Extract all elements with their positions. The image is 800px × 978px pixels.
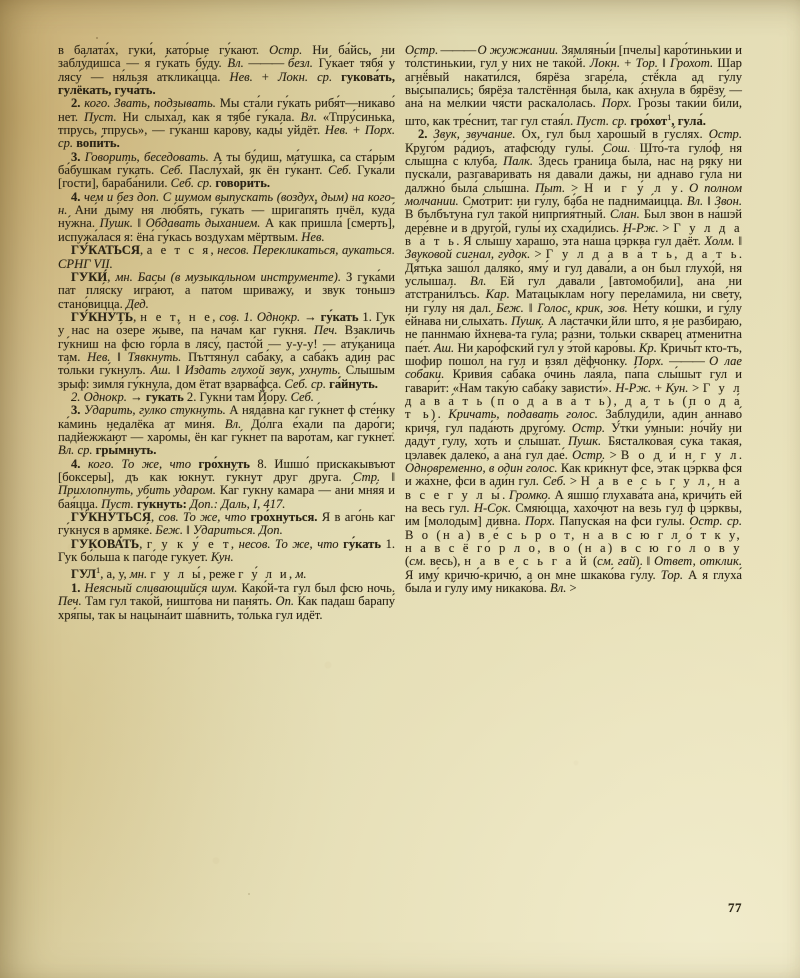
citation-text: > [530,247,546,262]
citation-text: . Я слы́шу харашо́, эта на́ша цэ́рква гул даёт. [456,234,705,248]
citation-text: Как пада́ш барапу́ хря́пы, так ы нацына́ит ша́внить, то́лька гул идёт. [58,594,396,622]
italic-gloss-or-source: Кун. [665,380,689,395]
italic-gloss-or-source: Стр. [353,470,381,484]
citation-text: Я в аго́нь каг гу́кнуся в армяке́. [58,510,395,538]
entry-continuation [58,44,395,97]
entry-sense [58,582,395,622]
letterspaced-phrase: г у к у́ е т [146,536,231,551]
italic-gloss-or-source: Пуст. ср. [576,113,628,128]
entry-continuation [405,44,742,128]
headword-or-crossref: 2. [71,96,81,111]
italic-gloss-or-source: Голос, крик, зов. [537,300,628,315]
italic-gloss-or-source: Вл. ср. [58,443,93,458]
italic-gloss-or-source: Порх. [601,96,632,111]
citation-text: З гука́ми пат пля́ску игра́ют, а пато́м шриважу́, и звук то́ньшэ стано́вицца. [58,269,396,311]
italic-gloss-or-source: 2. Однокр. [71,389,127,404]
citation-text: , [107,269,116,284]
italic-gloss-or-source: О лае собаки. [405,354,742,382]
italic-gloss-or-source: Локн. [589,56,621,71]
citation-text: в балата́х, гуки́, като́рые гу́кают. [58,43,270,57]
letterspaced-phrase: В о (н а) в е́ с ь р о т, н а в с ю г л о́ т к у, н а в с ё го́ р л о, в о (н а) в с ю го́ л о в у [405,527,742,555]
citation-text: Здесь грани́ца была́, нас на ряку́ ни пуска́ли, разгава́ривать ня дава́ли да́жы, ни аднаво́ гу́ла ни далжно́ была́ слы́шна. [405,153,742,195]
italic-gloss-or-source: Грохот. [670,56,714,71]
italic-gloss-or-source: Тор. [660,567,684,582]
citation-text: Гу́кает тябя́ у лясу́ — ня́льзя атклика́цца. [58,56,396,84]
citation-text: → [126,389,146,404]
italic-gloss-or-source: Себ. ср. [170,176,213,191]
citation-text: Смяю́цца, хахо́чют на везь гул ф цэ́рквы, им [молодым] ди́вна. [405,500,742,529]
italic-gloss-or-source: Одновременно, в один голос. [405,460,558,475]
headword-or-crossref: ГУКОВА́ТЬ [71,536,140,551]
citation-text: Мы ста́ли гу́кать рибя́т—никаво́ нет. [58,96,395,124]
citation-text: ‖ [170,363,185,378]
italic-gloss-or-source: Себ. [159,163,184,178]
citation-text: Ни слыха́л, как я тябе́ гу́кала. [116,109,301,124]
letterspaced-phrase: Н и г у́ л у [584,180,681,195]
italic-gloss-or-source: Тор. [635,56,658,71]
italic-gloss-or-source: сов. То же, что [158,510,251,525]
italic-gloss-or-source: Нев. [324,123,349,138]
italic-gloss-or-source: сов. [219,309,240,324]
italic-gloss-or-source: Локн. ср. [277,69,333,84]
italic-gloss-or-source: Палк. [503,153,534,168]
italic-gloss-or-source: Пушк. [567,434,602,449]
headword-or-crossref: 4. [71,189,81,204]
italic-gloss-or-source: Нев. [301,229,325,244]
italic-gloss-or-source: Остр. [405,43,439,57]
italic-gloss-or-source: Ответ, отклик. [654,554,742,569]
italic-gloss-or-source: Сош. [603,140,631,155]
italic-gloss-or-source: Остр. [571,420,606,435]
citation-text: , [133,309,141,324]
italic-gloss-or-source: Пушк. [511,314,545,329]
citation-text: 2. [186,389,197,404]
entry-sense [58,97,395,150]
italic-gloss-or-source: Аш. [433,340,455,355]
citation-text: Гук бо́льша к паго́де гуку́ет. [58,550,211,565]
italic-gloss-or-source: Вл. [550,580,567,595]
homonym-superscript: 1 [667,111,672,122]
citation-text: . [502,487,510,502]
citation-text: , реже [202,567,239,582]
citation-text: Гро́зы таки́и би́ли, што, как тре́снит, таг гул стая́л. [405,96,742,128]
italic-gloss-or-source: Оп. [275,594,295,609]
citation-text: Взакли́чь гу́книш на фсю го́рла в лясу́, пасто́й — у-у-у! — ату́каница там. [58,323,395,364]
citation-text: А как пришла́ [смерть], испужа́лася я: ёна́ гу́кась воздухам мёртвым. [58,216,395,244]
citation-text: , [210,243,218,258]
headword-or-crossref: ГУКИ́ [71,269,108,284]
citation-text: ‖ [703,193,715,208]
italic-gloss-or-source: безл. [287,56,313,71]
headword-or-crossref: , гула́. [671,113,706,128]
headword-or-crossref: га́йнуть. [325,376,378,391]
letterspaced-phrase: г у л ы́ [150,567,203,582]
citation-text: ( [589,554,598,569]
italic-gloss-or-source: О жужжании. [477,43,559,57]
citation-text: Как кри́кнут фсе, э́так цэ́рква фся и жа́хне, фси в ади́н гул. [405,460,742,489]
citation-text: + [348,123,365,138]
italic-gloss-or-source: Громко. [509,487,551,502]
citation-text: Заблуди́ли, ади́н аннаво́ кричя́, гул пада́ють друго́му. [405,407,742,435]
italic-gloss-or-source: Порх. ср. [58,123,395,151]
entry-sense [58,151,395,191]
citation-text: Круго́м ра́диоъ, атафсю́ду гулы́. [405,140,603,155]
headword-or-crossref: ГУ́КАТЬСЯ [71,243,140,258]
headword-or-crossref: гу́кать [316,309,363,324]
italic-gloss-or-source: см. гай [597,554,636,569]
citation-text: , [139,243,147,258]
left-text-column [58,44,395,902]
italic-gloss-or-source: м. [295,567,307,582]
em-rule: ——— [438,43,478,57]
headword-or-crossref: гу́кать [343,536,386,551]
dictionary-entry [58,564,395,582]
italic-gloss-or-source: Издать глухой звук, ухнуть. [184,363,341,378]
italic-gloss-or-source: Кричать, подавать голос. [448,407,598,422]
citation-text: Ани́ ды́му ня лю́бять, гу́кать — шригапя́ть пчёл, куда́ ну́жна. [58,203,395,231]
letterspaced-phrase: Г у л д а в а́ т ь [405,220,742,248]
italic-gloss-or-source: Звук, звучание. [427,127,516,142]
citation-text: , [289,567,296,582]
two-column-text-body [58,44,742,902]
citation-text: Ох, гул был харо́шый в гу́слях. [515,127,709,142]
citation-text: До́лга е́хали па даро́ги; падйежжа́ют — харо́мы, ён каг гу́кнет па варо́там, каг гу́кнет. [58,416,395,444]
italic-gloss-or-source: Аш. [150,363,171,378]
citation-text: Ей гул дава́ли [автомобили], ана́ ни атстрани́лъсь. [405,274,742,302]
italic-gloss-or-source: Печ. [313,323,338,338]
citation-text: Не́ту ко́шки, и гу́лу е́йнава ни слыха́ть. [405,300,743,329]
citation-text: Што́-та гуло́ф ня слы́шна с клу́ба. [405,140,742,168]
italic-gloss-or-source: Говорить, беседовать. [80,149,209,164]
citation-text: ‖ [380,470,395,484]
headword-or-crossref: гу́кать [145,389,187,404]
entry-sense [58,191,395,244]
citation-text: весь), [425,554,465,569]
citation-text: + [620,56,636,71]
citation-text: А я глуха́ была́ и гу́лу иму́ никако́ва. [405,567,742,595]
italic-gloss-or-source: Слан. [610,207,640,222]
citation-text: , [212,309,220,324]
citation-text: Слы́шым зрыф: зимля́ гу́кнула, дом ётат взарва́фса. [58,363,395,391]
italic-gloss-or-source: Неясный сливающийся шум. [80,580,238,595]
italic-gloss-or-source: Ударить, гулко стукнуть. [80,403,226,418]
italic-gloss-or-source: Дед. [125,296,149,311]
citation-text: 1. [362,309,372,324]
em-rule: ——— [663,354,710,369]
citation-text: Бясталко́вая су́ка така́я, цэлаве́к далеко́, а ана́ гул дае́. [405,434,742,462]
citation-text: Криви́я саба́ка о́чинь ла́яла, па́па слы́шыт гул и гавари́т: «Нам таку́ю саба́ку зависти́». [405,367,742,395]
citation-text: Каг гу́кну камара́ — ани́ мня́я и бая́цца. [58,483,395,511]
letterspaced-phrase: Г у л д а в а́ т ь, д а т ь [545,247,739,262]
dictionary-entry [58,271,395,311]
italic-gloss-or-source: Вл. [224,416,242,431]
letterspaced-phrase: а е т с я [146,243,211,258]
citation-text: Смо́трит: ни гу́лу, ба́ба не падни́ма́ицца. [458,193,687,208]
italic-gloss-or-source: несов. Перекликаться, аукаться. СРНГ VII. [58,243,396,271]
citation-text: У́тки у́мныи: но́чйу ни даду́т гу́лу, хоть и слы́шат. [405,420,742,449]
dictionary-entry [58,511,395,538]
citation-text: . Дя́тька зашо́л даляко́, яму́ и гул дава́ли, а он был глухо́й, ня услы́шал. [405,247,743,289]
italic-gloss-or-source: 1. Однокр. → [243,309,317,324]
citation-text: Ни каро́фский гул у э́той каро́вы. [454,340,640,355]
citation-text: А ла́стачки йли што, я не разбира́ю, не паннма́ю йхнева-та гу́ла; ра́зни, то́льки скваре́ц атмени́тна пае́т. [405,314,742,355]
italic-gloss-or-source: Н-Рж. [622,220,659,235]
citation-text: В бълбътуна́ гул тако́й нипprия́тный. [405,207,610,222]
italic-gloss-or-source: несов. То же, что [238,536,344,551]
headword-or-crossref: гро́хот [627,113,668,128]
italic-gloss-or-source: Пушк. [99,216,133,231]
citation-text: Зямляны́и [пчелы] каро́тинькии и то́лстинькии, гул у них не тако́й. [405,43,742,71]
italic-gloss-or-source: Беж. [496,300,524,315]
citation-text: Я иму́ кричю́-кричю́, а он мне шкако́ва гу́лу. [405,567,661,582]
italic-gloss-or-source: Вл. [686,193,704,208]
italic-gloss-or-source: Кар. [485,287,510,302]
italic-gloss-or-source: Порх. [525,514,556,529]
citation-text: , а, у, [100,567,130,582]
italic-gloss-or-source: О полном молчании. [405,180,742,208]
italic-gloss-or-source: Холм. [704,234,735,248]
italic-gloss-or-source: Печ. [58,594,82,609]
entry-sense [405,128,742,595]
headword-or-crossref: говори́ть. [212,176,271,191]
right-text-column [405,44,742,902]
citation-text: . [680,180,690,195]
italic-gloss-or-source: чем и без доп. С шумом выпускать (воздух, дым) на кого-н. [58,189,395,218]
citation-text: ‖ [110,349,128,364]
citation-text: Гукни́ там Йо́ру. [196,389,291,404]
italic-gloss-or-source: Себ. [328,163,352,178]
citation-text: ( [405,554,410,569]
headword-or-crossref: гро́хнуть [198,456,258,471]
headword-or-crossref: 2. [418,127,428,142]
citation-text: . [738,447,743,462]
entry-sense [58,404,395,457]
citation-text: > [658,220,674,235]
citation-text: > [566,580,577,595]
citation-text: ‖ [657,56,670,71]
dictionary-entry [58,244,395,271]
headword-or-crossref: 3. [71,149,81,164]
citation-text: Гука́ли [гости], бараба́нили. [58,163,395,191]
citation-text: > [688,380,703,395]
citation-text: Како́й-та гул был фсю ночь. [237,580,395,595]
citation-text: Гук у нас на о́зере жыве́, па нача́м каг гу́кня. [58,309,396,338]
citation-text: Там гул тако́й, ништо́ва ни паня́ть. [81,594,276,609]
citation-text: + [252,69,278,84]
em-rule: ——— [243,56,288,71]
page-number: 77 [728,900,742,915]
italic-gloss-or-source: кого. То же, что [80,456,199,471]
citation-text: 1. [385,536,396,551]
headword-or-crossref: ГУ́КНУТЬ [71,309,134,324]
headword-or-crossref: 3. [71,403,81,418]
citation-text: ‖ [132,216,146,231]
headword-or-crossref: 1. [71,580,81,595]
italic-gloss-or-source: Нев. [87,349,111,364]
letterspaced-phrase: н а в е с ь г а й [464,554,590,569]
headword-or-crossref: гро́хнуться. [250,510,318,525]
headword-or-crossref: гукова́ть, гулёкать, гуча́ть. [58,69,395,98]
citation-text: Кричы́т кто-тъ, шофир пошо́л на гул и взял дёфчо́нку. [405,340,742,369]
headword-or-crossref: ГУЛ [71,567,96,582]
italic-gloss-or-source: Остр. [269,43,303,57]
italic-gloss-or-source: Остр. [708,127,742,142]
headword-or-crossref: гры́мнуть. [92,443,157,458]
homonym-superscript: 1 [95,565,101,576]
dictionary-entry [58,311,395,391]
citation-text: Папуска́я на фси гулы́. [555,514,690,529]
citation-text: > [565,180,585,195]
italic-gloss-or-source: Вл. [470,274,487,289]
citation-text: , [230,536,239,551]
italic-gloss-or-source: Остр. ср. [689,514,742,529]
italic-gloss-or-source: Кр. [639,340,657,355]
citation-text: , [151,510,159,525]
italic-gloss-or-source: Обдавать дыханием. [145,216,261,231]
italic-gloss-or-source: Пуст. [101,496,134,511]
letterspaced-phrase: г у́ л и [238,567,290,582]
italic-gloss-or-source: Нев. [229,69,253,84]
italic-gloss-or-source: Себ. [542,474,567,489]
citation-text: > [605,447,621,462]
italic-gloss-or-source: Доп.: Даль, I, 417. [190,496,286,511]
citation-text: А няда́вна каг гу́кнет ф сте́нку ка́минь недалёка ат мин́я. [58,403,395,431]
citation-text: ‖ [734,234,743,248]
italic-gloss-or-source: Себ. [290,389,314,404]
citation-text: Был звон в на́шэй дере́вне и в друго́й, гулы́ их схади́лись. [405,207,742,235]
italic-gloss-or-source: кого. Звать, подзывать. [80,96,216,111]
italic-gloss-or-source: Беж. [155,523,183,538]
italic-gloss-or-source: см. [409,554,426,569]
italic-gloss-or-source: Вл. [300,109,317,124]
dictionary-entry [58,538,395,565]
italic-gloss-or-source: Н-Рж. [615,380,652,395]
italic-gloss-or-source: Порх. [633,354,664,369]
citation-text: Паслу́хай, як ён гу́кант. [183,163,329,178]
italic-gloss-or-source: мн. [129,567,148,582]
citation-text: , [139,536,147,551]
italic-gloss-or-source: Звон. [714,193,742,208]
letterspaced-phrase: Н а в е с ь г у л, н а в с е г у л ы́ [405,474,742,502]
entry-sense [58,458,395,511]
citation-text: ‖ [523,300,538,315]
citation-text: ‖ [182,523,193,538]
italic-gloss-or-source: Кун. [210,550,234,565]
citation-text: > [566,474,581,489]
citation-text: 8. [257,456,267,471]
citation-text: Ишшо́ прискакывъют [боксеры], дъ как юкнут. гу́кнут друг дру́га. [58,456,395,484]
citation-text: А ты бу́диш, ма́тушка, са ста́рым ба́бушкам гу́кать. [58,149,395,178]
italic-gloss-or-source: Пуст. [84,109,117,124]
citation-text: ). ‖ [635,554,655,569]
letterspaced-phrase: В о д и́ н г у л [620,447,739,462]
italic-gloss-or-source: Звуковой сигнал, гудок. [405,247,531,262]
italic-gloss-or-source: Остр. [572,447,606,462]
paper-speck [96,37,98,39]
headword-or-crossref: ГУ́КНУТЬСЯ [71,510,152,525]
italic-gloss-or-source: мн. Басы (в музыкальном инструменте). [115,269,341,284]
citation-text: А яшшо́ глухава́та ана́, кричи́ть ей на весь гул. [405,487,742,515]
headword-or-crossref: гу́кнуть: [133,496,190,511]
italic-gloss-or-source: Вл. [227,56,244,71]
italic-gloss-or-source: Прихлопнуть, убить ударом. [58,483,216,498]
letterspaced-phrase: Г у л д а в а́ т ь (п о д а в а́ т ь), д а т ь (п о д а́ т ь) [405,380,742,422]
citation-text: Пъттяну́л саба́ку, а саба́къ ади́н рас то́льки гу́кнулъ. [58,349,395,378]
italic-gloss-or-source: Тявкнуть. [127,349,182,364]
italic-gloss-or-source: Н-Сок. [473,500,511,515]
citation-text: Шар агнё́вый накати́лся, бярёза згаре́ла, стё́кла ад гу́лу вы́сыпались; бярёза талстённая была́, как а́хнула в бярёзу — ана́ на ме́лкии чя́сти раскало́лась. [405,56,742,111]
citation-text: Ни ба́йсь, ни заблу́дишса — я гу́кать бу́ду. [58,43,395,71]
italic-gloss-or-source: Удариться. Доп. [192,523,283,538]
headword-or-crossref: вопи́ть. [73,136,120,151]
headword-or-crossref: 4. [71,456,81,471]
italic-gloss-or-source: Себ. ср. [284,376,326,391]
italic-gloss-or-source: Пыт. [535,180,566,195]
citation-text: + [651,380,666,395]
letterspaced-phrase: н е т, н е [140,309,213,324]
citation-text: Матацы́клам но́гу перела́мила, ни све́ту, ни гу́лу ня дал. [405,287,742,315]
citation-text: «Тпру́синька, тпрусь, тпрусь», — гу́канш каро́ву, кады́ уйдёт. [58,109,395,138]
citation-text: . [437,407,449,422]
